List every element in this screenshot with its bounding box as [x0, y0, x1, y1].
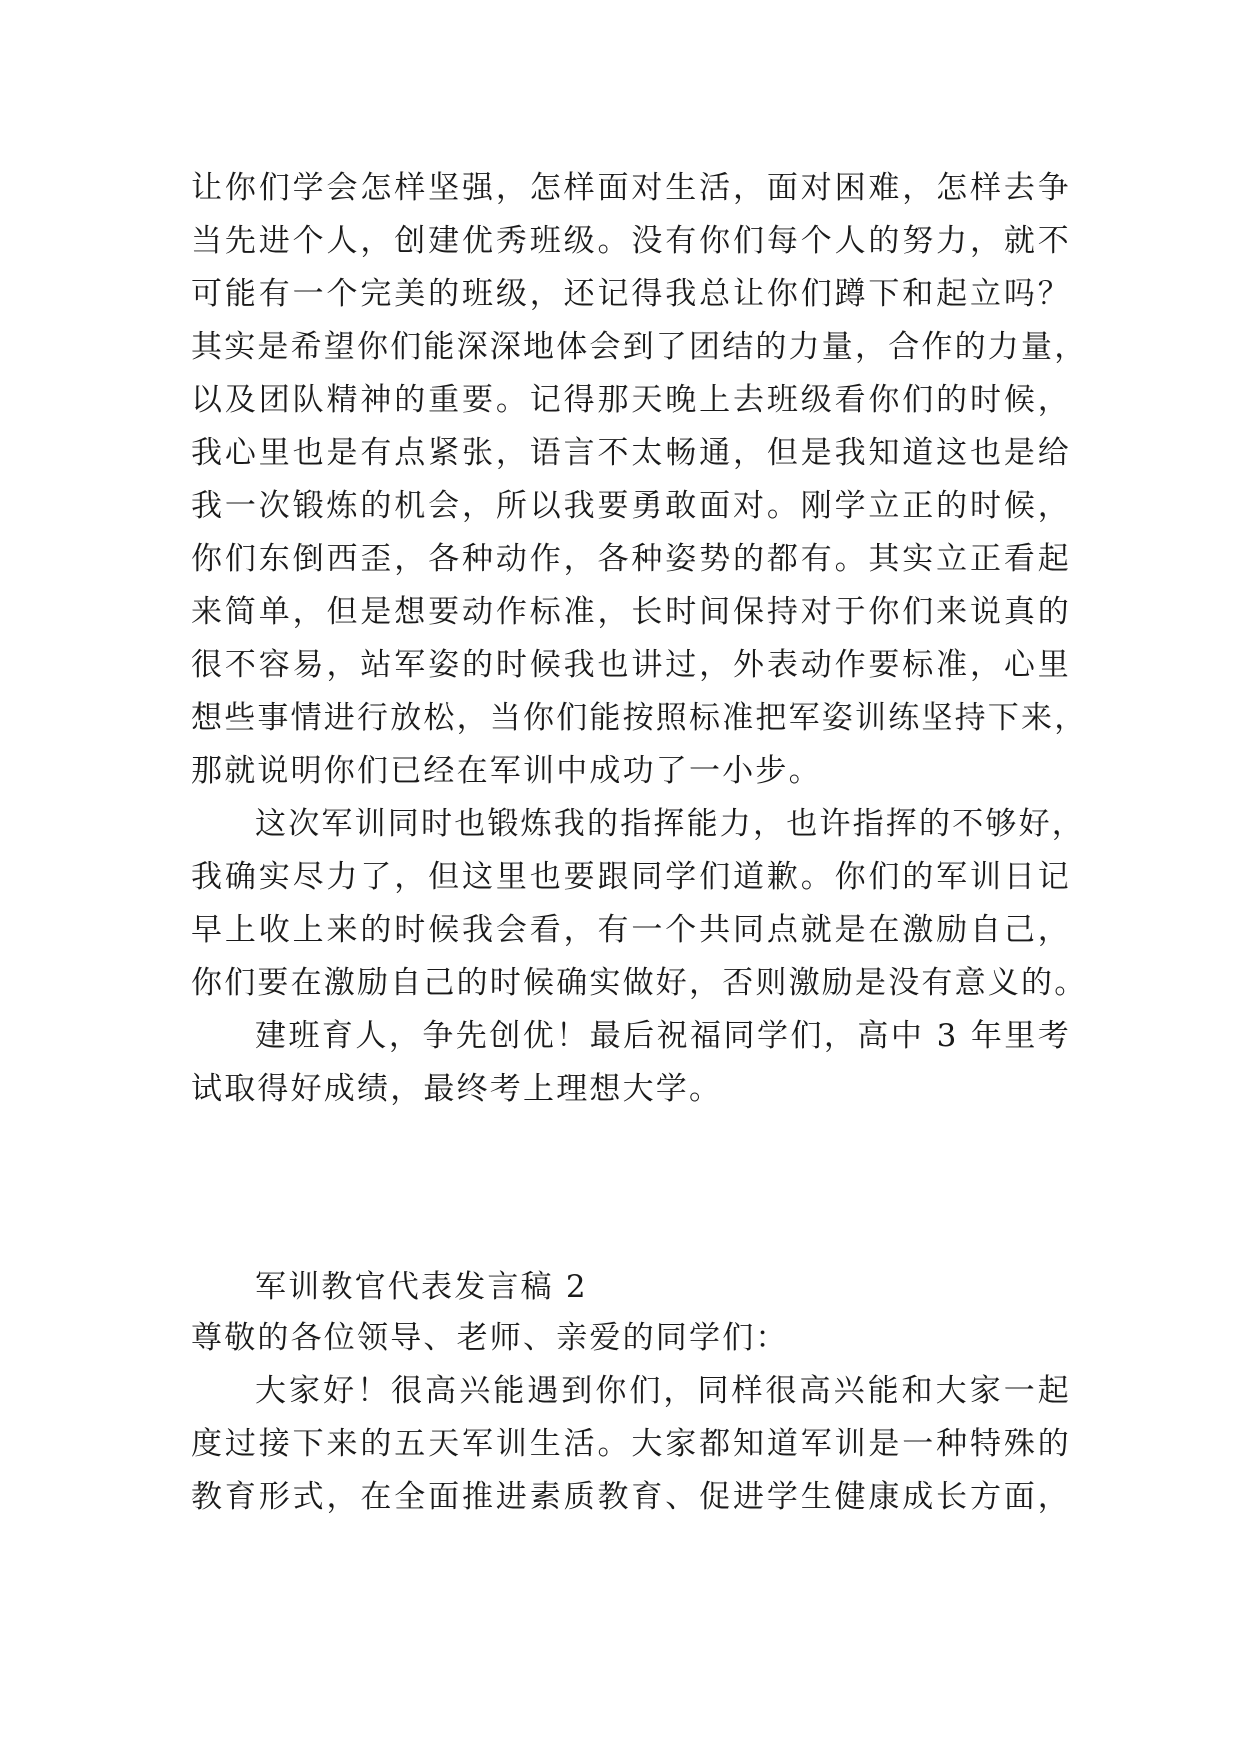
text-line: 可能有一个完美的班级，还记得我总让你们蹲下和起立吗？: [191, 276, 1071, 312]
text-line: 大家好！很高兴能遇到你们，同样很高兴能和大家一起: [255, 1373, 1071, 1409]
text-line: 想些事情进行放松，当你们能按照标准把军姿训练坚持下来，: [191, 700, 1088, 736]
section-title: 军训教官代表发言稿 2: [255, 1269, 588, 1305]
text-line: 那就说明你们已经在军训中成功了一小步。: [191, 753, 822, 789]
paragraph-opening: [191, 1365, 1071, 1524]
text-line: 建班育人，争先创优！最后祝福同学们，高中 3 年里考: [255, 1018, 1071, 1054]
paragraph-continued: [191, 162, 1088, 798]
body-text-lower: [191, 1312, 1071, 1524]
text-line: 我心里也是有点紧张，语言不太畅通，但是我知道这也是给: [191, 435, 1071, 471]
text-line: 很不容易，站军姿的时候我也讲过，外表动作要标准，心里: [191, 647, 1071, 683]
section-title-block: [191, 1261, 1071, 1314]
paragraph-closing: [191, 1010, 1071, 1116]
text-line: 你们要在激励自己的时候确实做好，否则激励是没有意义的。: [191, 965, 1088, 1001]
text-line: 让你们学会怎样坚强，怎样面对生活，面对困难，怎样去争: [191, 170, 1071, 206]
text-line: 当先进个人，创建优秀班级。没有你们每个人的努力，就不: [191, 223, 1071, 259]
text-line: 度过接下来的五天军训生活。大家都知道军训是一种特殊的: [191, 1426, 1071, 1462]
text-line: 试取得好成绩，最终考上理想大学。: [191, 1071, 723, 1107]
text-line: 我确实尽力了，但这里也要跟同学们道歉。你们的军训日记: [191, 859, 1071, 895]
text-line: 你们东倒西歪，各种动作，各种姿势的都有。其实立正看起: [191, 541, 1071, 577]
text-line: 来简单，但是想要动作标准，长时间保持对于你们来说真的: [191, 594, 1071, 630]
text-line: 以及团队精神的重要。记得那天晚上去班级看你们的时候，: [191, 382, 1071, 418]
text-line: 这次军训同时也锻炼我的指挥能力，也许指挥的不够好，: [255, 806, 1085, 842]
text-line: 我一次锻炼的机会，所以我要勇敢面对。刚学立正的时候，: [191, 488, 1071, 524]
paragraph-command: [191, 798, 1088, 1010]
body-text-upper: [191, 162, 1088, 1116]
text-line: 其实是希望你们能深深地体会到了团结的力量，合作的力量，: [191, 329, 1088, 365]
salutation: 尊敬的各位领导、老师、亲爱的同学们：: [191, 1320, 789, 1356]
text-line: 教育形式，在全面推进素质教育、促进学生健康成长方面，: [191, 1479, 1071, 1515]
text-line: 早上收上来的时候我会看，有一个共同点就是在激励自己，: [191, 912, 1071, 948]
